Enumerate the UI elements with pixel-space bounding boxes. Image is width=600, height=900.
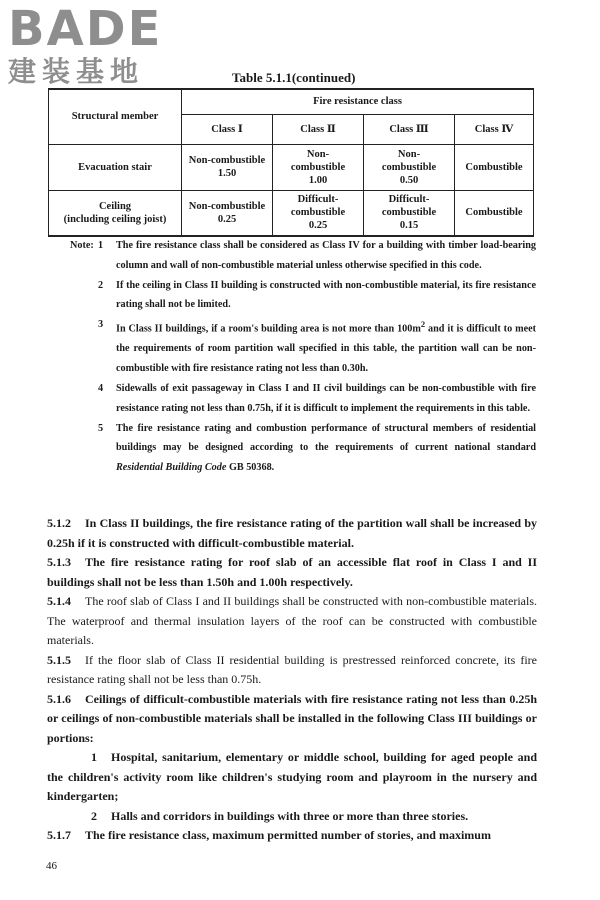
header-fire-resistance-class: Fire resistance class [182, 89, 534, 114]
logo-chinese-text: 建装基地 [8, 55, 145, 88]
header-class-2: Class Ⅱ [273, 114, 364, 144]
fire-resistance-table [48, 88, 534, 237]
header-class-1: Class Ⅰ [182, 114, 273, 144]
clause-5-1-3: 5.1.3 The fire resistance rating for roof slab of an accessible flat roof in Class I and II buildings shall not be less than 1.50h and 1.00h respectively. [47, 555, 537, 589]
clause-5-1-2: 5.1.2 In Class II buildings, the fire resistance rating of the partition wall shall be increased by 0.25h if it is constructed with difficult-combustible material. [47, 516, 537, 550]
table-row [49, 190, 534, 236]
row-label: Evacuation stair [49, 144, 182, 190]
note-item: Note: 1 The fire resistance class shall be considered as Class IV for a building with timber load-bearing column and wall of non-combustible material unless otherwise specified in this code. [70, 236, 536, 276]
table-cell: Combustible [455, 190, 534, 236]
table-notes [70, 236, 536, 478]
body-text [47, 514, 537, 846]
table-cell: Non- combustible 1.00 [273, 144, 364, 190]
note-item: 5 The fire resistance rating and combustion performance of structural members of residential buildings may be designed according to the requirements of current national standard Residential Building Code GB 50368. [98, 422, 536, 474]
clause-5-1-4: 5.1.4 The roof slab of Class I and II buildings shall be constructed with non-combustible materials. The waterproof and thermal insulation layers of the roof can be constructed with combustible materials. [47, 594, 537, 647]
bade-logo [8, 1, 163, 88]
note-label: Note: [70, 240, 94, 251]
table-cell: Non-combustible 1.50 [182, 144, 273, 190]
table-cell: Non- combustible 0.50 [364, 144, 455, 190]
logo-wordmark: BADE [8, 1, 163, 57]
clause-5-1-7: 5.1.7 The fire resistance class, maximum permitted number of stories, and maximum [47, 828, 491, 842]
note-item: 4 Sidewalls of exit passageway in Class I and II civil buildings can be non-combustible with fire resistance rating not less than 0.75h, if it is difficult to implement the requirements in this table. [98, 382, 536, 414]
clause-5-1-6: 5.1.6 Ceilings of difficult-combustible materials with fire resistance rating not less than 0.25h or ceilings of non-combustible materials shall be installed in the following Class III buildings or portions: [47, 691, 537, 745]
note-item: 3 In Class II buildings, if a room's building area is not more than $100m^2$ and it is difficult to meet the requirements of room partition wall specified in this table, the partition wall can be non-combustible with fire resistance rating not less than 0.30h. [98, 319, 537, 375]
row-label: Ceiling (including ceiling joist) [49, 190, 182, 236]
table-title: Table 5.1.1(continued) [232, 70, 356, 85]
page-number: 46 [46, 860, 57, 872]
table-row [49, 144, 534, 190]
table-cell: Combustible [455, 144, 534, 190]
clause-5-1-5: 5.1.5 If the floor slab of Class II residential building is prestressed reinforced concrete, its fire resistance rating shall not be less than 0.75h. [47, 652, 537, 686]
clause-item-2: 2 Halls and corridors in buildings with three or more than three stories. [91, 808, 469, 823]
note-item: 2 If the ceiling in Class II building is constructed with non-combustible material, its fire resistance rating shall not be limited. [98, 279, 536, 311]
header-structural-member: Structural member [49, 89, 182, 144]
table-cell: Difficult- combustible 0.25 [273, 190, 364, 236]
header-class-4: Class Ⅳ [455, 114, 534, 144]
header-class-3: Class Ⅲ [364, 114, 455, 144]
table-cell: Non-combustible 0.25 [182, 190, 273, 236]
table-cell: Difficult- combustible 0.15 [364, 190, 455, 236]
clause-item-1: 1 Hospital, sanitarium, elementary or middle school, building for aged people and the children's activity room like children's studying room and playroom in the nursery and kindergarten; [47, 750, 537, 803]
